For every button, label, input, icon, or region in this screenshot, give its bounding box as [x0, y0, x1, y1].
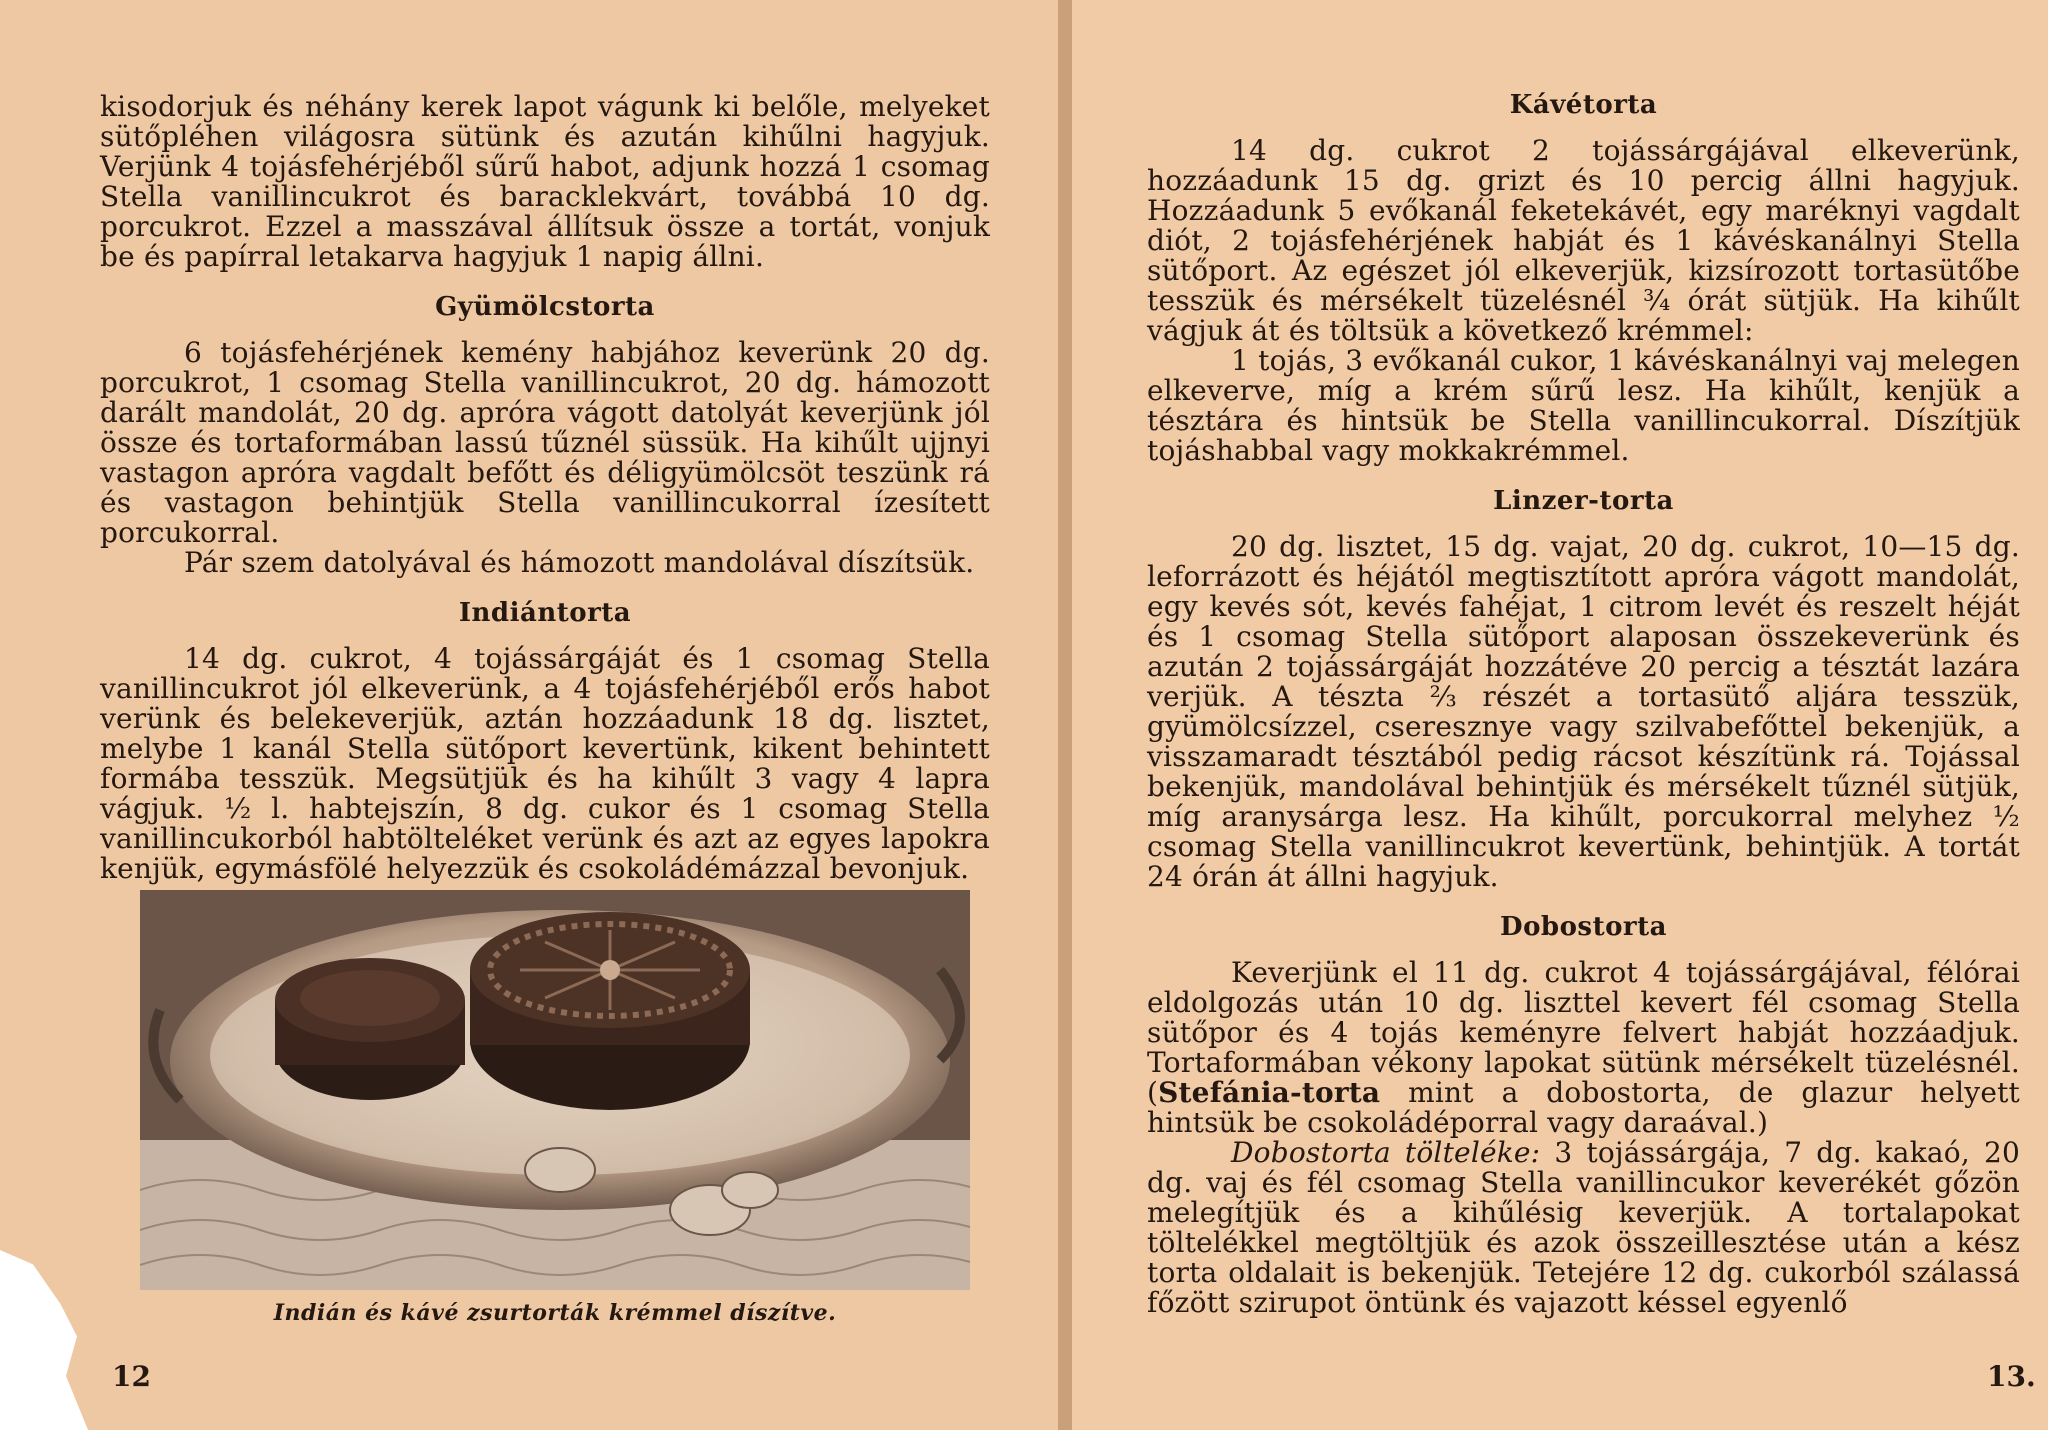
recipe-paragraph — [1147, 1138, 2020, 1318]
recipe-paragraph: Pár szem datolyával és hámozott mandolával díszítsük. — [184, 546, 975, 579]
stefania-torta-label: Stefánia-torta — [1158, 1076, 1381, 1109]
cake-photo-illustration — [140, 890, 970, 1290]
recipe-paragraph — [1147, 958, 2020, 1138]
recipe-title-indiantorta: Indiántorta — [458, 598, 632, 628]
cake-photo — [140, 890, 970, 1290]
recipe-paragraph: 14 dg. cukrot, 4 tojássárgáját és 1 csomag Stella vanillincukrot jól elkeverünk, a 4 tojásfehérjéből erős habot verünk és belekeverjük, aztán hozzáadunk 18 dg. lisztet, melybe 1 kanál Stella sütőport kevertünk, kikent behintett formába tesszük. Megsütjük és ha kihűlt 3 vagy 4 lapra vágjuk. ½ l. habtejszín, 8 dg. cukor és 1 csomag Stella vanillincukorból habtölteléket verünk és azt az egyes lapokra kenjük, egymásfölé helyezzük és csokoládémázzal bevonjuk. — [100, 642, 990, 885]
filling-label: Dobostorta tölteléke: — [1231, 1136, 1541, 1169]
recipe-paragraph: 6 tojásfehérjének kemény habjához keverünk 20 dg. porcukrot, 1 csomag Stella vanillincukrot, 20 dg. hámozott darált mandolát, 20 dg. apróra vágott datolyát keverjünk jól össze és tortaformában lassú tűznél süssük. Ha kihűlt ujjnyi vastagon apróra vagdalt befőtt és déligyümölcsöt teszünk rá és vastagon behintjük Stella vanillincukorral ízesített porcukorral. — [100, 336, 990, 549]
recipe-paragraph: 20 dg. lisztet, 15 dg. vajat, 20 dg. cukrot, 10—15 dg. leforrázott és héjától megtisztított apróra vágott mandolát, egy kevés sót, kevés fahéjat, 1 citrom levét és reszelt héját és 1 csomag Stella sütőport alaposan összekeverünk és azután 2 tojássárgáját hozzátéve 20 percig a tésztát lazára verjük. A tészta ⅔ részét a tortasütő aljára tesszük, gyümölcsízzel, cseresznye vagy szilvabefőttel bekenjük, a visszamaradt tésztából pedig rácsot készítünk rá. Tojással bekenjük, mandolával behintjük és mérsékelt tűznél sütjük, míg aranysárga lesz. Ha kihűlt, porcukorral melyhez ½ csomag Stella vanillincukrot kevertünk, behintjük. A tortát 24 órán át állni hagyjuk. — [1147, 530, 2020, 893]
recipe-paragraph: 14 dg. cukrot 2 tojássárgájával elkeverünk, hozzáadunk 15 dg. grizt és 10 percig állni hagyjuk. Hozzáadunk 5 evőkanál feketekávét, egy maréknyi vagdalt diót, 2 tojásfehérjének habját és 1 kávéskanálnyi Stella sütőport. Az egészet jól elkeverjük, kizsírozott tortasütőbe tesszük és mérsékelt tüzelésnél ¾ órát sütjük. Ha kihűlt vágjuk át és töltsük a következő krémmel: — [1147, 134, 2020, 347]
filling-text: 3 tojássárgája, 7 dg. kakaó, 20 dg. vaj és fél csomag Stella vanillincukor keverékét gőzön melegítjük és a kihűlésig keverjük. A tortalapokat töltelékkel megtöltjük és azok összeillesztése után a kész torta oldalait is bekenjük. Tetejére 12 dg. cukorból szálassá főzött szirupot öntünk és vajazott késsel egyenlő — [1147, 1136, 2020, 1319]
right-text-column — [1147, 90, 2020, 1318]
left-text-column — [100, 92, 990, 884]
page-number-right: 13. — [1987, 1360, 2036, 1393]
recipe-title-gyumolcstorta: Gyümölcstorta — [435, 292, 655, 322]
recipe-title-linzer-torta: Linzer-torta — [1493, 486, 1674, 516]
page-number-left: 12 — [112, 1360, 151, 1393]
photo-caption: Indián és kávé zsurtorták krémmel díszítve. — [273, 1300, 837, 1326]
dobos-text-end: mint a dobostorta, de glazur helyett hintsük be csokoládéporral vagy daraával.) — [1147, 1076, 2020, 1139]
torn-corner — [0, 1250, 110, 1430]
recipe-title-dobostorta: Dobostorta — [1500, 912, 1667, 942]
intro-paragraph: kisodorjuk és néhány kerek lapot vágunk ki belőle, melyeket sütőpléhen világosra sütünk és azután kihűlni hagyjuk. Verjünk 4 tojásfehérjéből sűrű habot, adjunk hozzá 1 csomag Stella vanillincukrot és baracklekvárt, továbbá 10 dg. porcukrot. Ezzel a masszával állítsuk össze a tortát, vonjuk be és papírral letakarva hagyjuk 1 napig állni. — [100, 90, 990, 273]
recipe-title-kavetorta: Kávétorta — [1509, 90, 1658, 120]
right-page — [1072, 0, 2048, 1430]
dobos-text: Keverjünk el 11 dg. cukrot 4 tojássárgájával, félórai eldolgozás után 10 dg. liszttel kevert fél csomag Stella sütőpor és 4 tojás keményre felvert habját hozzáadjuk. Tortaformában vékony lapokat sütünk mérsékelt tüzelésnél. ( — [1147, 956, 2020, 1109]
recipe-paragraph: 1 tojás, 3 evőkanál cukor, 1 kávéskanálnyi vaj melegen elkeverve, míg a krém sűrű lesz. Ha kihűlt, kenjük a tésztára és hintsük be Stella vanillincukorral. Díszítjük tojáshabbal vagy mokkakrémmel. — [1147, 344, 2020, 467]
